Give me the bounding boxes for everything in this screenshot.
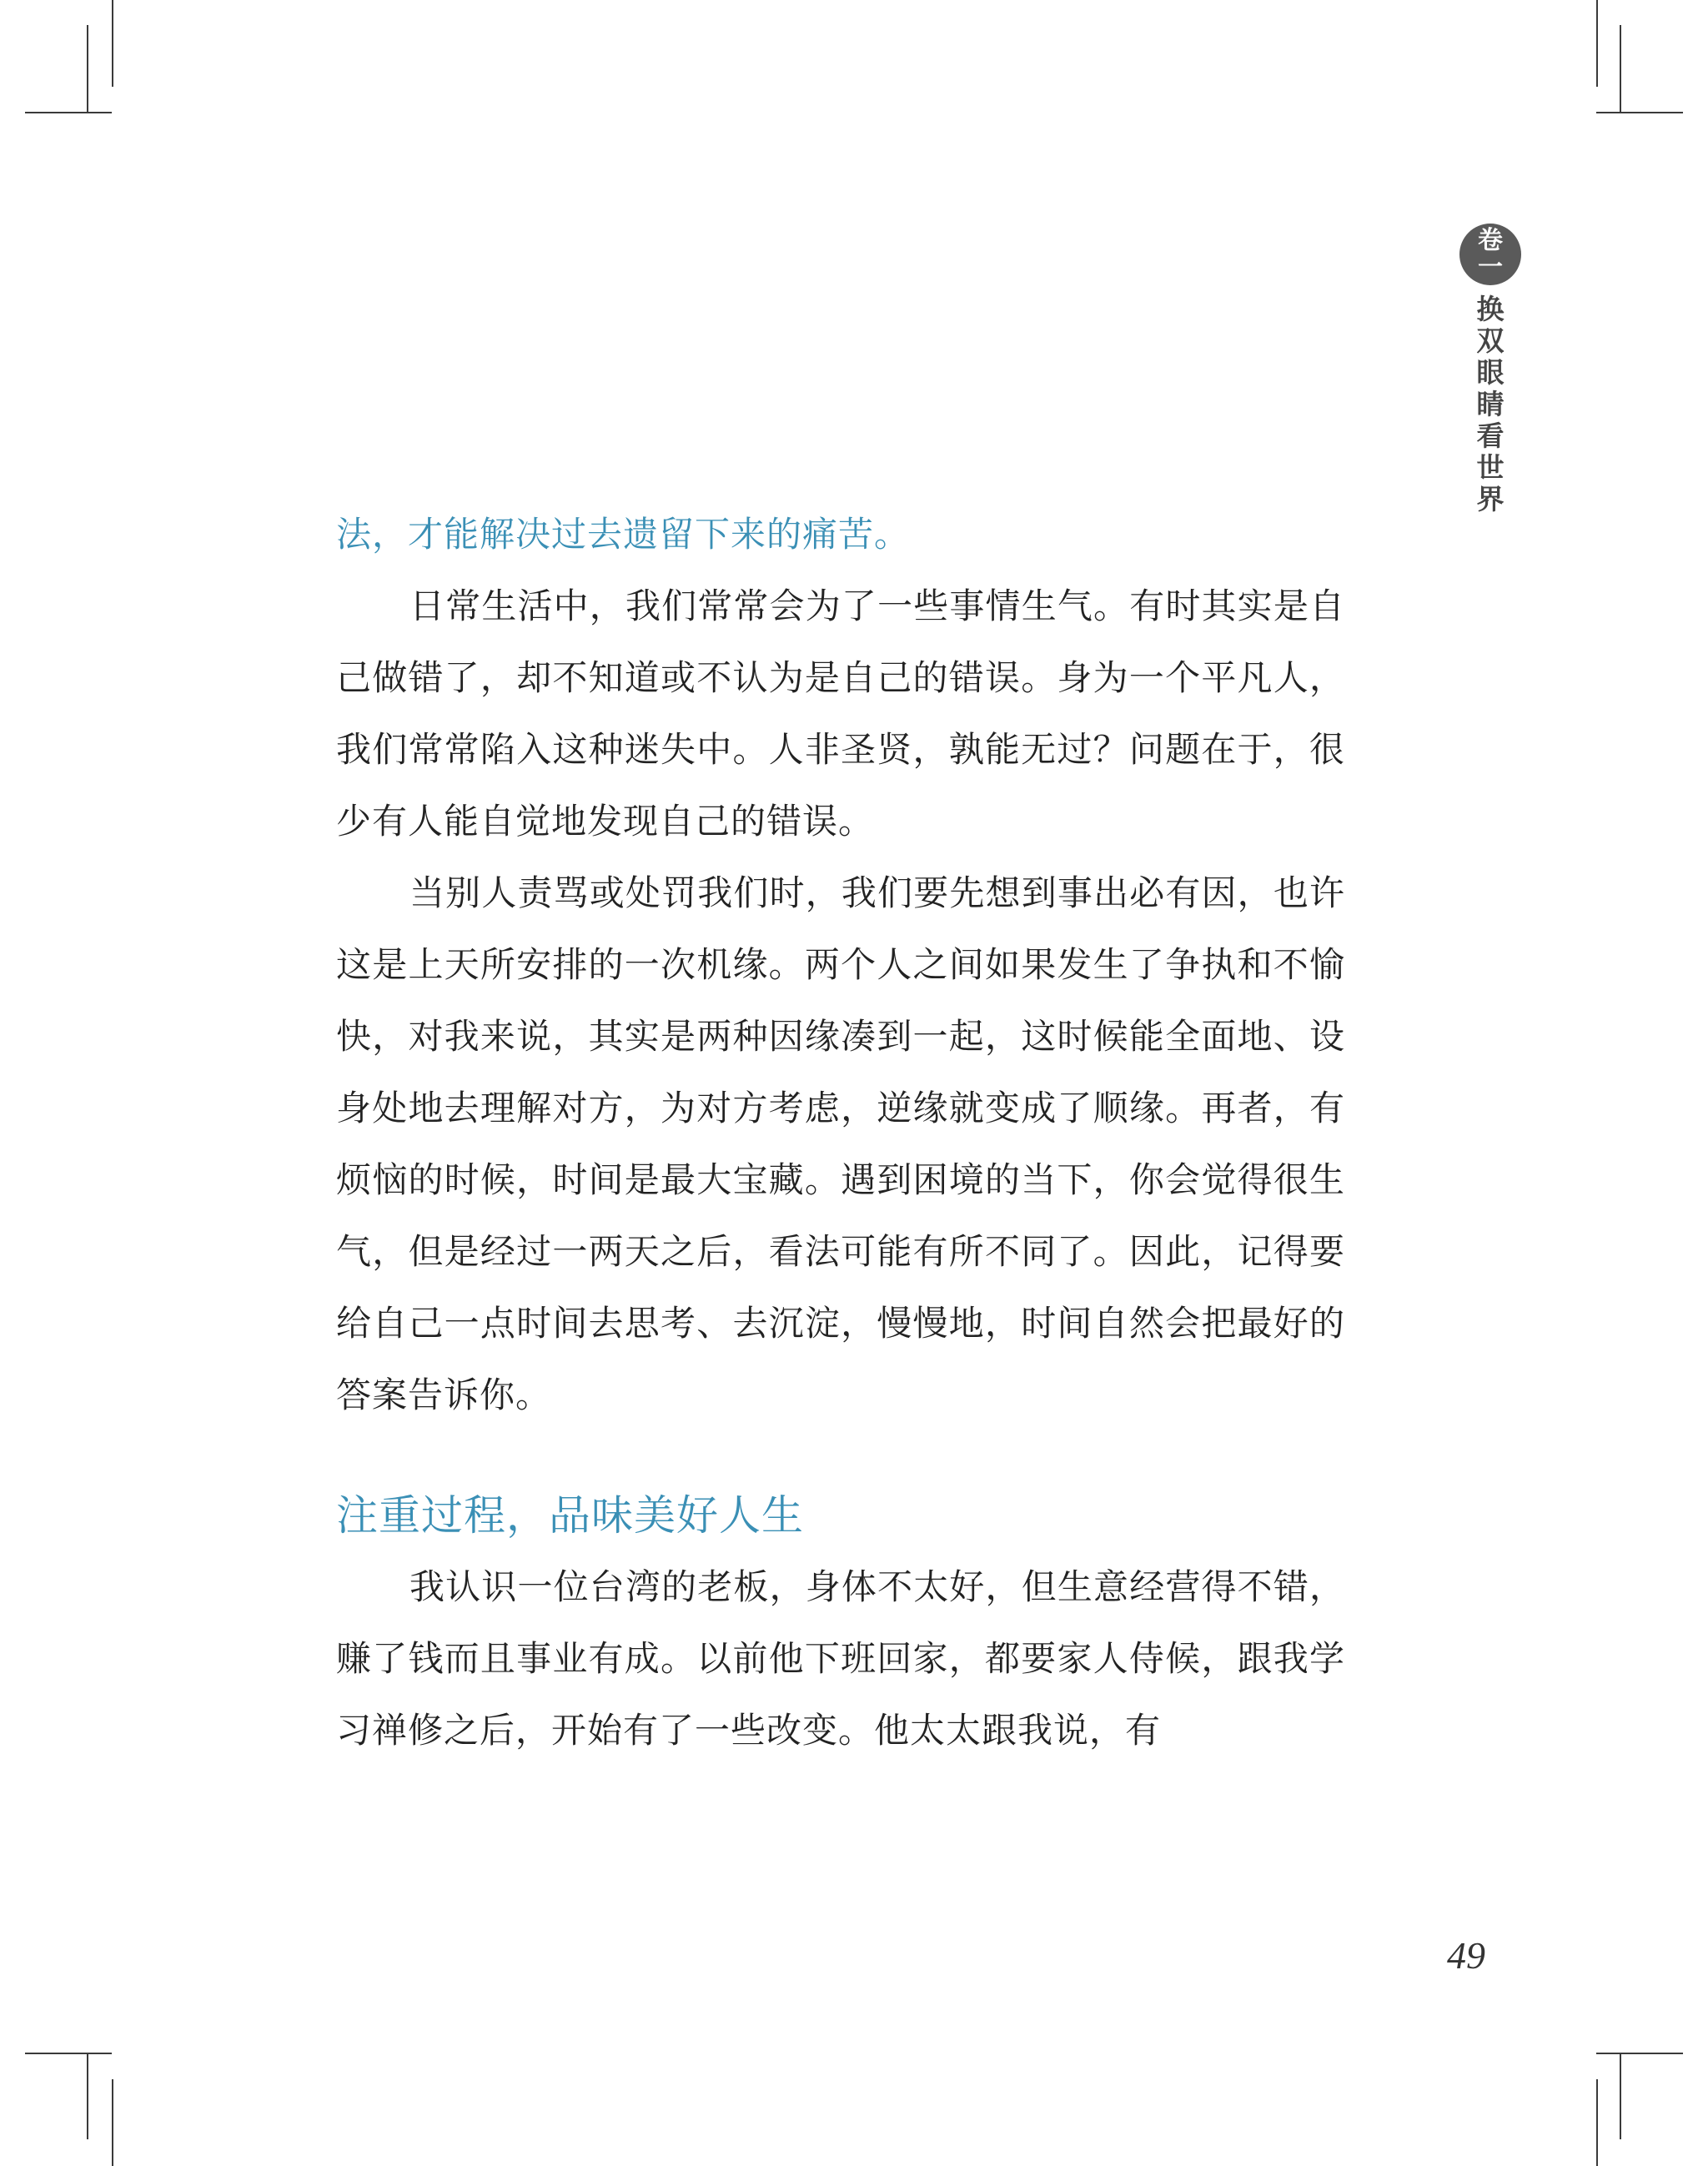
volume-label-char: 一 [1478, 253, 1503, 282]
crop-mark [1596, 2053, 1683, 2054]
crop-mark [87, 25, 88, 112]
volume-label-char: 卷 [1478, 226, 1503, 255]
paragraph: 日常生活中，我们常常会为了一些事情生气。有时其实是自己做错了，却不知道或不认为是自己的错误。身为一个平凡人，我们常常陷入这种迷失中。人非圣贤，孰能无过？问题在于，很少有人能自觉地发现自己的错误。 [336, 585, 1345, 842]
page-body [336, 499, 1345, 1766]
chapter-title-char: 眼 [1476, 356, 1505, 389]
crop-mark [112, 0, 113, 87]
crop-mark [1620, 2053, 1621, 2139]
chapter-side-tab [1458, 224, 1523, 515]
chapter-title-char: 睛 [1476, 388, 1505, 420]
crop-mark [1620, 25, 1621, 112]
crop-mark [1596, 0, 1598, 87]
paragraph: 我认识一位台湾的老板，身体不太好，但生意经营得不错，赚了钱而且事业有成。以前他下班回家，都要家人侍候，跟我学习禅修之后，开始有了一些改变。他太太跟我说，有 [336, 1566, 1345, 1751]
chapter-title-char: 双 [1476, 324, 1505, 357]
volume-badge [1459, 224, 1521, 285]
crop-mark [112, 2079, 113, 2166]
paragraph: 当别人责骂或处罚我们时，我们要先想到事出必有因，也许这是上天所安排的一次机缘。两个人之间如果发生了争执和不愉快，对我来说，其实是两种因缘凑到一起，这时候能全面地、设身处地去理解对方，为对方考虑，逆缘就变成了顺缘。再者，有烦恼的时候，时间是最大宝藏。遇到困境的当下，你会觉得很生气，但是经过一两天之后，看法可能有所不同了。因此，记得要给自己一点时间去思考、去沉淀，慢慢地，时间自然会把最好的答案告诉你。 [336, 872, 1345, 1415]
crop-mark [1596, 2079, 1598, 2166]
chapter-title-char: 换 [1476, 293, 1505, 325]
crop-mark [87, 2053, 88, 2139]
page-number: 49 [1447, 1934, 1485, 1977]
chapter-title-char: 世 [1476, 451, 1505, 484]
chapter-title-char: 看 [1476, 420, 1505, 452]
crop-mark [25, 2053, 112, 2054]
paragraph-continued: 法，才能解决过去遗留下来的痛苦。 [336, 514, 911, 555]
chapter-title-char: 界 [1476, 483, 1505, 515]
section-heading: 注重过程，品味美好人生 [336, 1491, 804, 1540]
crop-mark [25, 112, 112, 113]
chapter-title-vertical [1477, 294, 1505, 515]
crop-mark [1596, 112, 1683, 113]
